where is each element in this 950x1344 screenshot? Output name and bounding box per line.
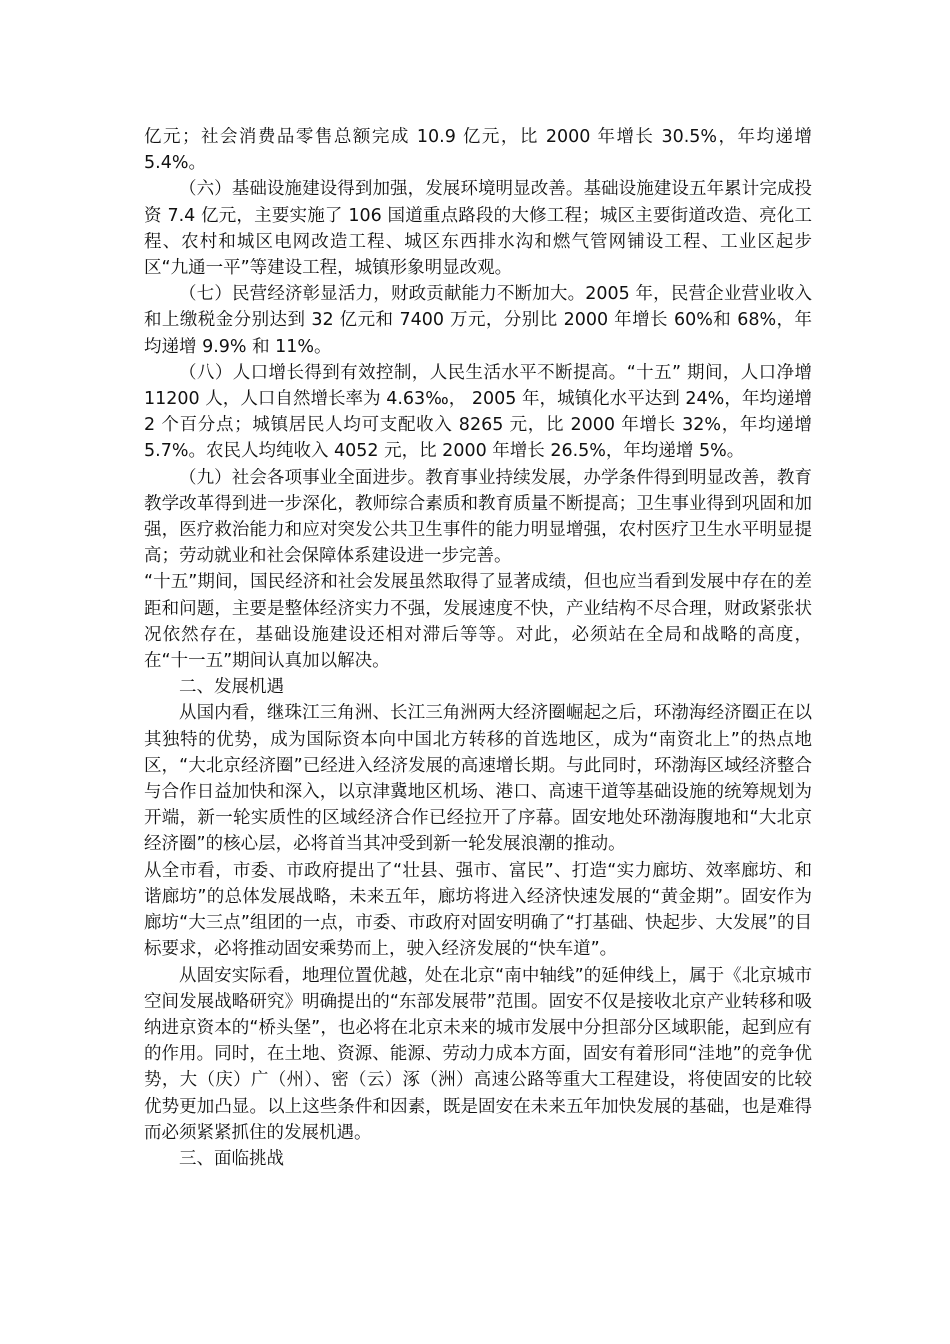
section-heading-opportunities: 二、发展机遇 — [179, 677, 284, 698]
paragraph-social-affairs: （九）社会各项事业全面进步。教育事业持续发展，办学条件得到明显改善，教育教学改革得到进一步深化，教师综合素质和教育质量不断提高；卫生事业得到巩固和加强，医疗救治能力和应对突发公共卫生事件的能力明显增强，农村医疗卫生水平明显提高；劳动就业和社会保障体系建设进一步完善。 — [144, 467, 812, 567]
paragraph-infrastructure: （六）基础设施建设得到加强，发展环境明显改善。基础设施建设五年累计完成投资 7.4 亿元，主要实施了 106 国道重点路段的大修工程；城区主要街道改造、亮化工程、农村和城区电网改造工程、城区东西排水沟和燃气管网铺设工程、工业区起步区“九通一平”等建设工程，城镇形象明显改观。 — [144, 179, 812, 279]
document-page — [144, 124, 812, 1172]
paragraph-city: 从全市看，市委、市政府提出了“壮县、强市、富民”、打造“实力廊坊、效率廊坊、和谐廊坊”的总体发展战略，未来五年，廊坊将进入经济快速发展的“黄金期”。固安作为廊坊“大三点”组团的一点，市委、市政府对固安明确了“打基础、快起步、大发展”的目标要求，必将推动固安乘势而上，驶入经济发展的“快车道”。 — [144, 860, 812, 960]
section-heading-challenges: 三、面临挑战 — [179, 1148, 284, 1169]
paragraph-private-economy: （七）民营经济彰显活力，财政贡献能力不断加大。2005 年，民营企业营业收入和上缴税金分别达到 32 亿元和 7400 万元，分别比 2000 年增长 60%和 68%，年均递增 9.9% 和 11%。 — [144, 284, 812, 357]
paragraph-guan-reality: 从固安实际看，地理位置优越，处在北京“南中轴线”的延伸线上，属于《北京城市空间发展战略研究》明确提出的“东部发展带”范围。固安不仅是接收北京产业转移和吸纳进京资本的“桥头堡”，也必将在北京未来的城市发展中分担部分区域职能，起到应有的作用。同时，在土地、资源、能源、劳动力成本方面，固安有着形同“洼地”的竞争优势，大（庆）广（州）、密（云）涿（洲）高速公路等重大工程建设，将使固安的比较优势更加凸显。以上这些条件和因素，既是固安在未来五年加快发展的基础，也是难得而必须紧紧抓住的发展机遇。 — [144, 965, 812, 1143]
paragraph-problems: “十五”期间，国民经济和社会发展虽然取得了显著成绩，但也应当看到发展中存在的差距和问题，主要是整体经济实力不强，发展速度不快，产业结构不尽合理，财政紧张状况依然存在，基础设施建设还相对滞后等等。对此，必须站在全局和战略的高度，在“十一五”期间认真加以解决。 — [144, 572, 812, 672]
paragraph-population: （八）人口增长得到有效控制，人民生活水平不断提高。“十五” 期间，人口净增 11200 人，人口自然增长率为 4.63‰， 2005 年，城镇化水平达到 24%，年均递增 2 个百分点；城镇居民人均可支配收入 8265 元，比 2000 年增长 32%，年均递增 5.7%。农民人均纯收入 4052 元，比 2000 年增长 26.5%，年均递增 5%。 — [144, 362, 812, 462]
paragraph-consumer-goods: 亿元；社会消费品零售总额完成 10.9 亿元，比 2000 年增长 30.5%，年均递增 5.4%。 — [144, 127, 812, 174]
paragraph-domestic: 从国内看，继珠江三角洲、长江三角洲两大经济圈崛起之后，环渤海经济圈正在以其独特的优势，成为国际资本向中国北方转移的首选地区，成为“南资北上”的热点地区，“大北京经济圈”已经进入经济发展的高速增长期。与此同时，环渤海区域经济整合与合作日益加快和深入，以京津冀地区机场、港口、高速干道等基础设施的统筹规划为开端，新一轮实质性的区域经济合作已经拉开了序幕。固安地处环渤海腹地和“大北京经济圈”的核心层，必将首当其冲受到新一轮发展浪潮的推动。 — [144, 703, 812, 855]
